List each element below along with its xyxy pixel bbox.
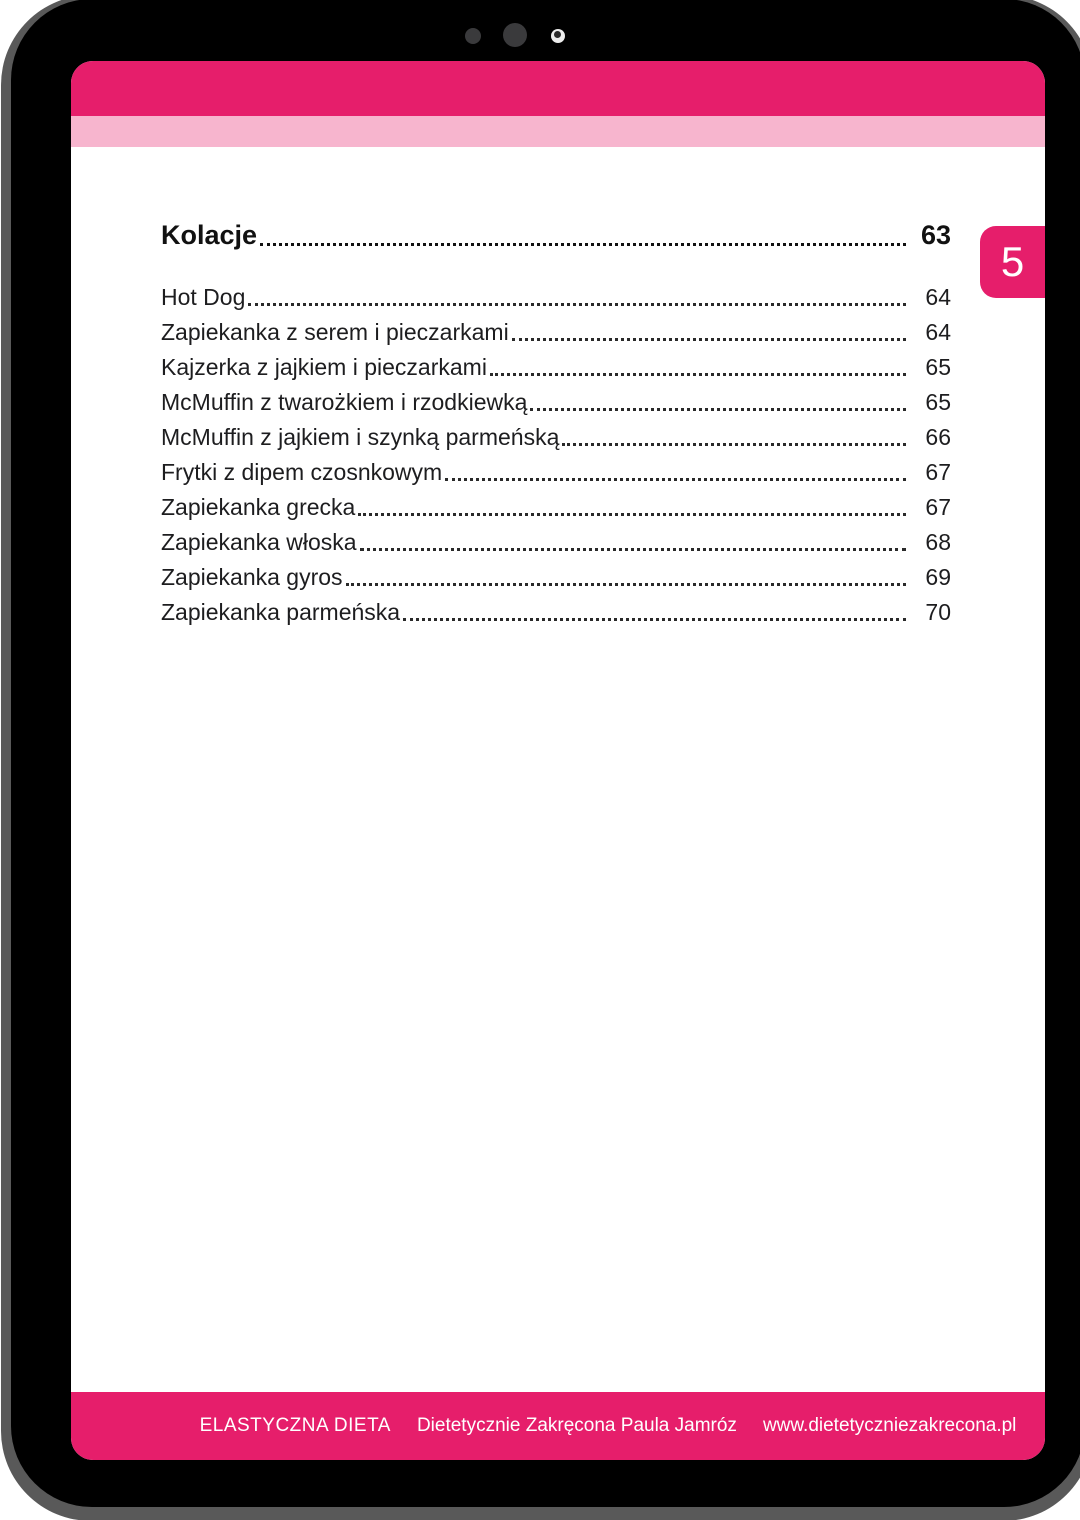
dot-leader: [562, 443, 906, 446]
toc-entry-page-number: 65: [925, 354, 951, 380]
toc-section-heading[interactable]: [161, 217, 951, 251]
dot-leader: [512, 338, 906, 341]
camera-lens-icon: [503, 23, 527, 47]
footer: [71, 1392, 1045, 1460]
toc-entry[interactable]: [161, 276, 951, 311]
toc-entry-page-number: 64: [925, 319, 951, 345]
tablet-frame: [1, 0, 1080, 1520]
toc-entry-title: Zapiekanka włoska: [161, 529, 357, 555]
toc-entry[interactable]: [161, 346, 951, 381]
toc-entry-title: Kajzerka z jajkiem i pieczarkami: [161, 354, 487, 380]
ebook-page: [71, 61, 1045, 1460]
toc-entry-page-number: 66: [925, 424, 951, 450]
sensor-dot-icon: [465, 28, 481, 44]
dot-leader: [490, 373, 906, 376]
section-page-tab[interactable]: [980, 226, 1045, 298]
toc-entry-page-number: 68: [925, 529, 951, 555]
toc-entry-title: Hot Dog: [161, 284, 246, 310]
toc-entry-title: Zapiekanka parmeńska: [161, 599, 401, 625]
toc-section-title: Kolacje: [161, 220, 258, 250]
footer-brand: ELASTYCZNA DIETA: [199, 1415, 391, 1436]
toc-entry-title: Zapiekanka grecka: [161, 494, 356, 520]
dot-leader: [358, 513, 906, 516]
toc-entry[interactable]: [161, 416, 951, 451]
toc-entry-page-number: 64: [925, 284, 951, 310]
toc-entry-title: Frytki z dipem czosnkowym: [161, 459, 443, 485]
dot-leader: [346, 583, 906, 586]
toc-entry[interactable]: [161, 556, 951, 591]
dot-leader: [248, 303, 906, 306]
header-pink-band: [71, 61, 1045, 116]
dot-leader: [260, 243, 906, 246]
footer-author: Dietetycznie Zakręcona Paula Jamróz: [416, 1415, 737, 1436]
toc-entry-title: McMuffin z twarożkiem i rzodkiewką: [161, 389, 528, 415]
footer-content: [200, 1415, 1017, 1437]
tablet-bezel: [11, 0, 1080, 1507]
toc-entry-page-number: 67: [925, 494, 951, 520]
dot-leader: [530, 408, 906, 411]
toc-section-page-number: 63: [920, 220, 951, 250]
footer-website-link[interactable]: www.dietetyczniezakrecona.pl: [762, 1415, 1017, 1436]
camera-glass-icon: [551, 29, 565, 43]
toc-entry[interactable]: [161, 521, 951, 556]
toc-entry[interactable]: [161, 486, 951, 521]
toc-entry[interactable]: [161, 311, 951, 346]
section-page-tab-number: 5: [1000, 238, 1025, 285]
toc-entry-page-number: 65: [925, 389, 951, 415]
toc-entry-page-number: 69: [925, 564, 951, 590]
front-camera-cluster: [451, 19, 581, 53]
toc-entry[interactable]: [161, 591, 951, 626]
header-light-pink-band: [71, 116, 1045, 147]
table-of-contents: [161, 217, 951, 626]
dot-leader: [403, 618, 906, 621]
toc-entry-page-number: 67: [925, 459, 951, 485]
dot-leader: [445, 478, 906, 481]
toc-entry-title: Zapiekanka gyros: [161, 564, 343, 590]
toc-entry-title: Zapiekanka z serem i pieczarkami: [161, 319, 509, 345]
toc-entry[interactable]: [161, 381, 951, 416]
toc-entry-title: McMuffin z jajkiem i szynką parmeńską: [161, 424, 560, 450]
toc-entry-page-number: 70: [925, 599, 951, 625]
dot-leader: [360, 548, 906, 551]
toc-entry[interactable]: [161, 451, 951, 486]
